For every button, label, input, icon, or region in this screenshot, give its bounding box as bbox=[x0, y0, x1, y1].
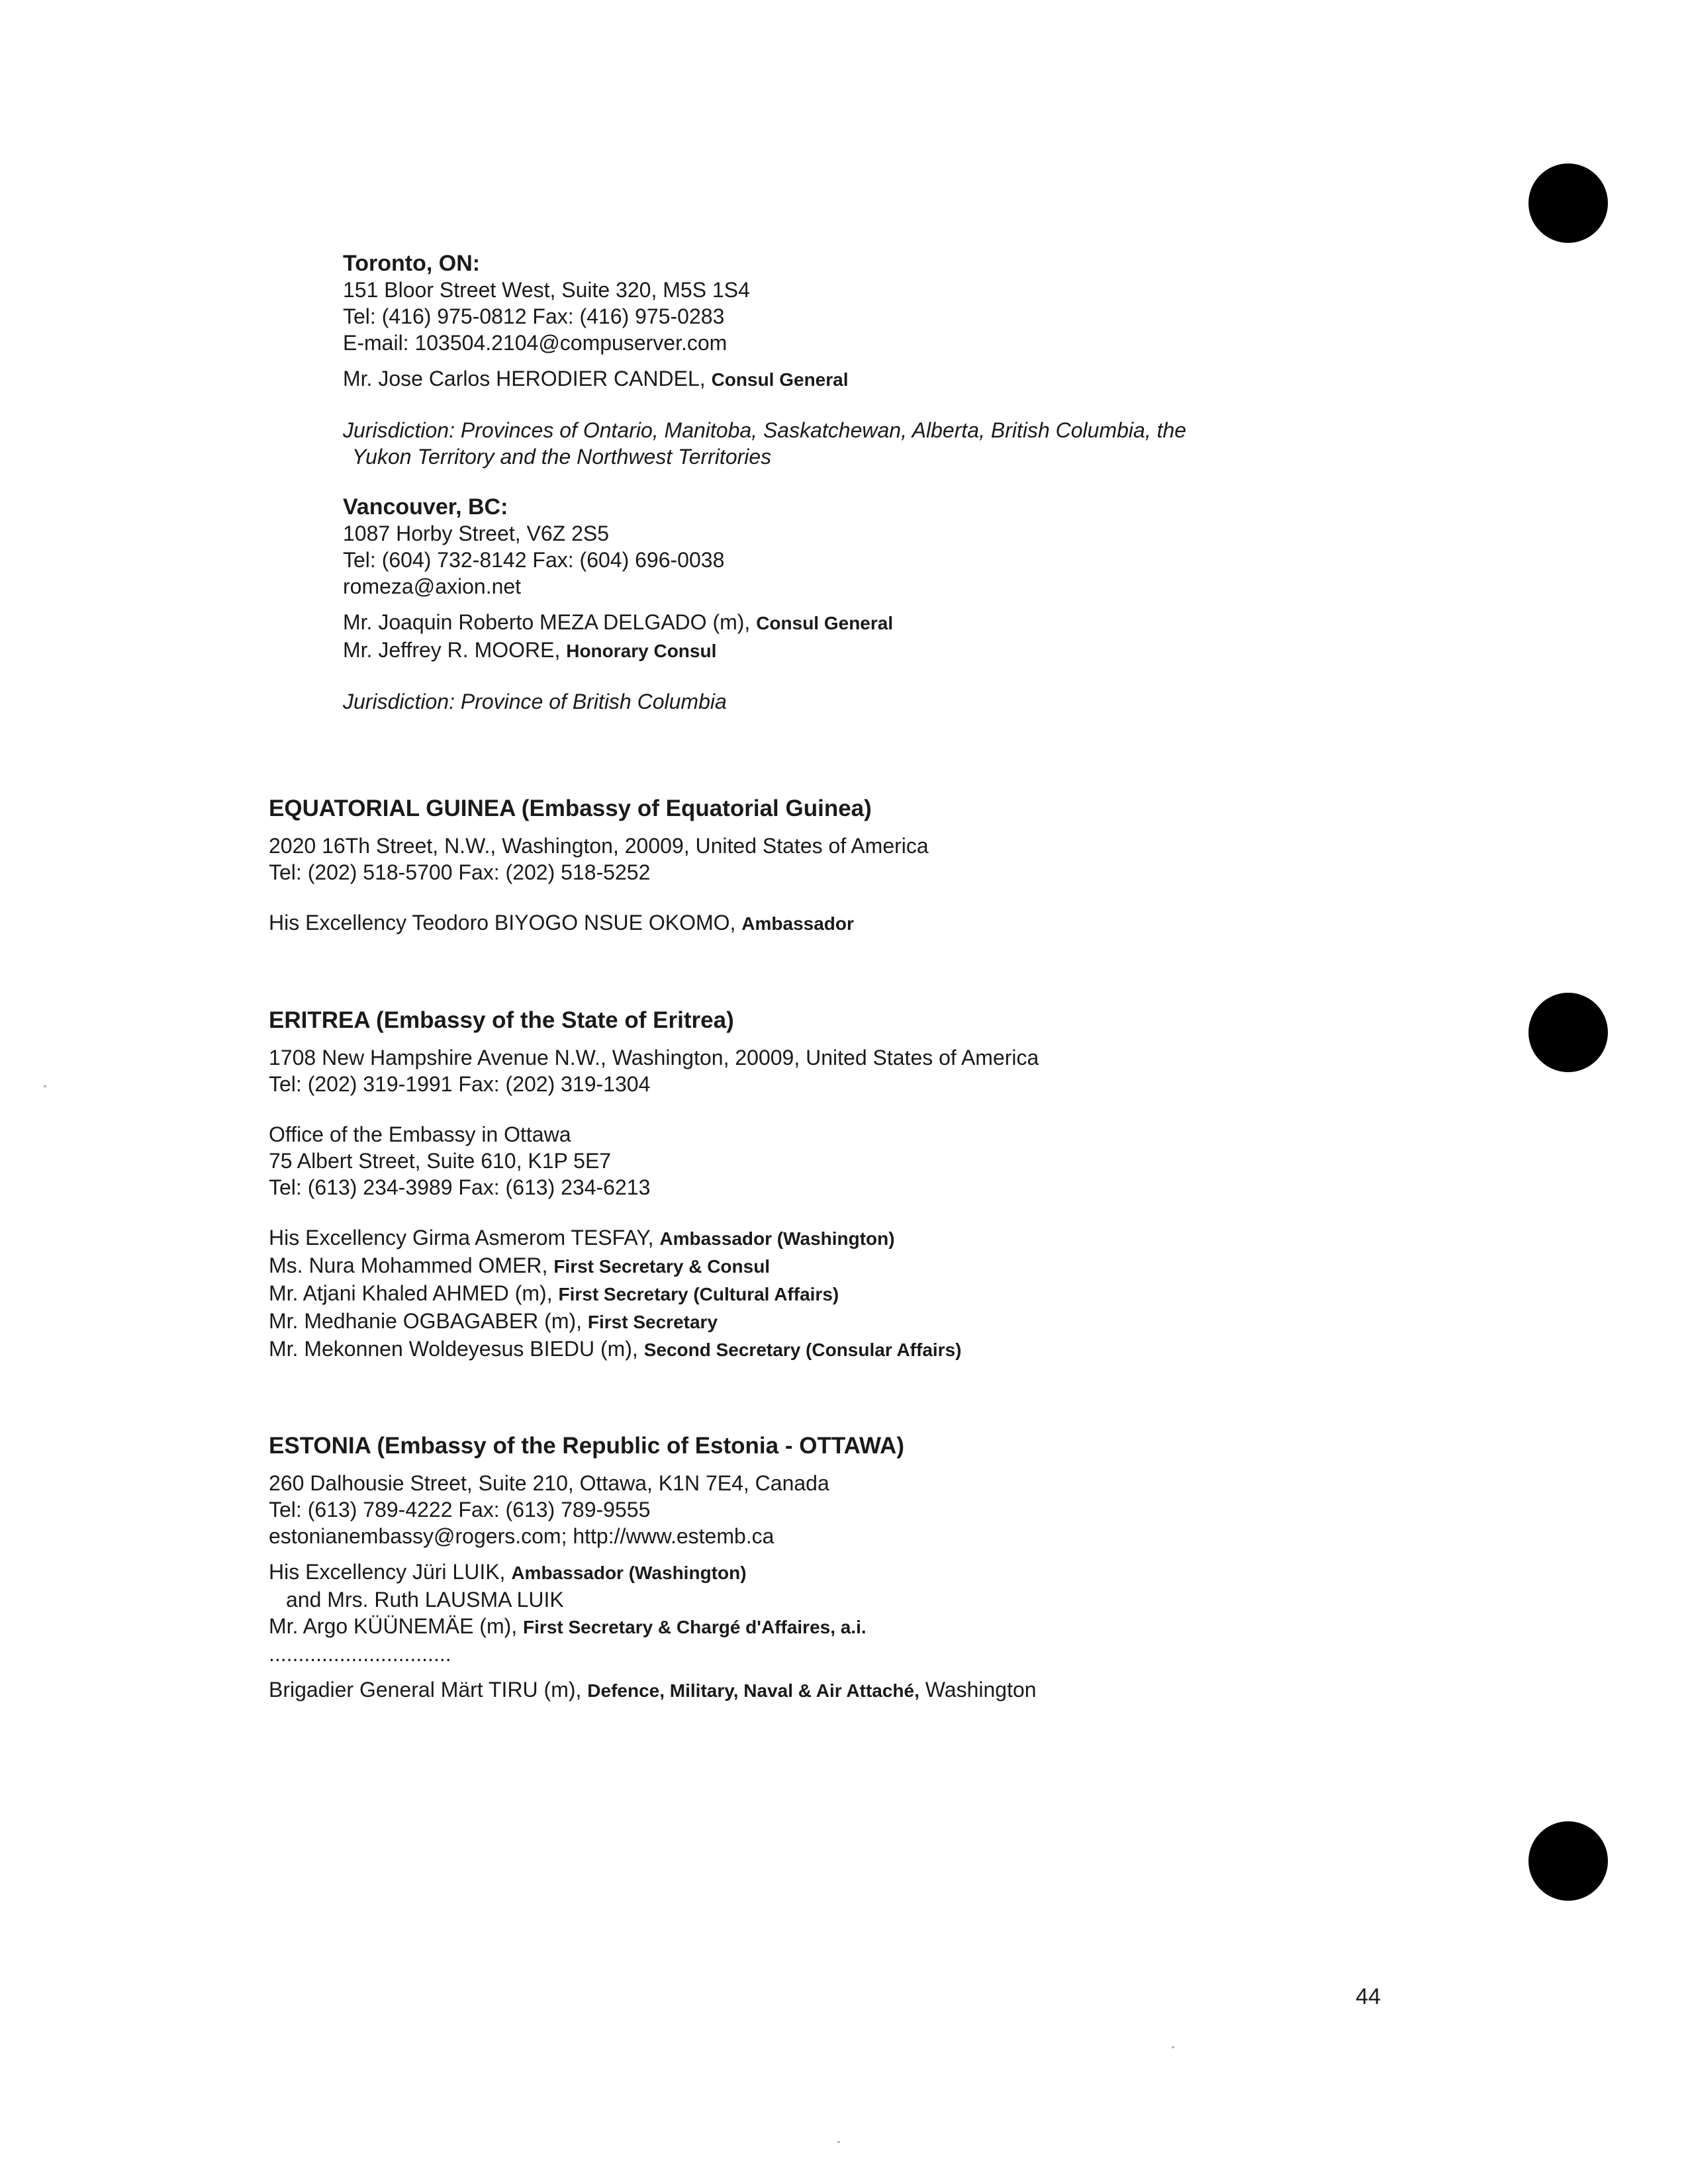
scan-speck bbox=[1172, 2046, 1174, 2048]
vancouver-person-1 bbox=[343, 609, 1186, 637]
attache-location: Washington bbox=[925, 1678, 1037, 1702]
person-name: Mr. Argo KÜÜNEMÄE (m), bbox=[269, 1614, 518, 1638]
eritrea-person-5 bbox=[269, 1336, 1039, 1363]
person-title: First Secretary bbox=[587, 1312, 718, 1332]
person-title: First Secretary & Consul bbox=[553, 1256, 771, 1277]
eritrea-office-tel: Tel: (613) 234-3989 Fax: (613) 234-6213 bbox=[269, 1175, 651, 1199]
toronto-address: 151 Bloor Street West, Suite 320, M5S 1S4 bbox=[343, 278, 750, 302]
equatorial-guinea-address: 2020 16Th Street, N.W., Washington, 20009, United States of America bbox=[269, 834, 929, 858]
person-title: Consul General bbox=[756, 613, 894, 633]
estonia-spouse: and Mrs. Ruth LAUSMA LUIK bbox=[286, 1588, 564, 1612]
binder-hole-middle bbox=[1528, 993, 1608, 1072]
toronto-tel: Tel: (416) 975-0812 Fax: (416) 975-0283 bbox=[343, 304, 725, 328]
consulates-section bbox=[343, 250, 1186, 715]
eritrea-person-1 bbox=[269, 1224, 1039, 1252]
toronto-jurisdiction-line-2: Yukon Territory and the Northwest Territories bbox=[352, 445, 772, 469]
estonia-attache bbox=[269, 1676, 1037, 1704]
person-name: Mr. Jose Carlos HERODIER CANDEL, bbox=[343, 367, 706, 390]
estonia-separator: ............................... bbox=[269, 1642, 451, 1666]
eritrea-tel: Tel: (202) 319-1991 Fax: (202) 319-1304 bbox=[269, 1072, 651, 1096]
vancouver-person-2 bbox=[343, 637, 1186, 664]
eritrea-person-4 bbox=[269, 1308, 1039, 1336]
person-name: Mr. Atjani Khaled AHMED (m), bbox=[269, 1281, 553, 1305]
eritrea-heading: ERITREA (Embassy of the State of Eritrea) bbox=[269, 1007, 734, 1033]
vancouver-address: 1087 Horby Street, V6Z 2S5 bbox=[343, 522, 609, 545]
equatorial-guinea-person-1 bbox=[269, 909, 929, 937]
person-name: Ms. Nura Mohammed OMER, bbox=[269, 1253, 548, 1277]
eritrea-person-2 bbox=[269, 1252, 1039, 1280]
estonia-ambassador bbox=[269, 1559, 1037, 1586]
toronto-person bbox=[343, 365, 1186, 393]
person-name: His Excellency Girma Asmerom TESFAY, bbox=[269, 1226, 654, 1250]
estonia-tel: Tel: (613) 789-4222 Fax: (613) 789-9555 bbox=[269, 1498, 651, 1522]
person-name: Mr. Jeffrey R. MOORE, bbox=[343, 638, 561, 662]
person-name: His Excellency Teodoro BIYOGO NSUE OKOMO, bbox=[269, 911, 736, 934]
person-name: His Excellency Jüri LUIK, bbox=[269, 1560, 506, 1584]
person-title: Ambassador (Washington) bbox=[511, 1563, 747, 1583]
equatorial-guinea-heading: EQUATORIAL GUINEA (Embassy of Equatorial Guinea) bbox=[269, 796, 872, 821]
person-name: Mr. Medhanie OGBAGABER (m), bbox=[269, 1309, 583, 1333]
person-title: First Secretary & Chargé d'Affaires, a.i. bbox=[523, 1617, 867, 1637]
eritrea-section bbox=[269, 1006, 1039, 1363]
person-title: Second Secretary (Consular Affairs) bbox=[643, 1340, 962, 1360]
vancouver-email: romeza@axion.net bbox=[343, 574, 522, 598]
estonia-heading: ESTONIA (Embassy of the Republic of Estonia - OTTAWA) bbox=[269, 1433, 904, 1459]
toronto-jurisdiction-line-1: Jurisdiction: Provinces of Ontario, Manitoba, Saskatchewan, Alberta, British Columbia, the bbox=[343, 418, 1187, 442]
scan-speck bbox=[44, 1085, 46, 1087]
person-name: Mr. Mekonnen Woldeyesus BIEDU (m), bbox=[269, 1337, 638, 1361]
estonia-section bbox=[269, 1432, 1037, 1704]
person-name: Brigadier General Märt TIRU (m), bbox=[269, 1678, 582, 1702]
vancouver-tel: Tel: (604) 732-8142 Fax: (604) 696-0038 bbox=[343, 548, 725, 572]
estonia-web: estonianembassy@rogers.com; http://www.estemb.ca bbox=[269, 1524, 774, 1548]
toronto-email: E-mail: 103504.2104@compuserver.com bbox=[343, 331, 727, 355]
person-title: Honorary Consul bbox=[566, 641, 717, 661]
page-number: 44 bbox=[1356, 1984, 1381, 2009]
person-title: Defence, Military, Naval & Air Attaché, bbox=[587, 1680, 919, 1701]
eritrea-person-3 bbox=[269, 1280, 1039, 1308]
person-title: Ambassador (Washington) bbox=[659, 1228, 895, 1249]
equatorial-guinea-section bbox=[269, 794, 929, 937]
binder-hole-top bbox=[1528, 163, 1608, 243]
person-title: Ambassador bbox=[741, 913, 854, 934]
toronto-heading: Toronto, ON: bbox=[343, 251, 481, 276]
vancouver-jurisdiction: Jurisdiction: Province of British Columbia bbox=[343, 690, 727, 713]
eritrea-office-address: 75 Albert Street, Suite 610, K1P 5E7 bbox=[269, 1149, 612, 1173]
person-title: First Secretary (Cultural Affairs) bbox=[558, 1284, 839, 1304]
scan-speck bbox=[837, 2141, 840, 2143]
vancouver-heading: Vancouver, BC: bbox=[343, 494, 508, 520]
estonia-address: 260 Dalhousie Street, Suite 210, Ottawa, K1N 7E4, Canada bbox=[269, 1471, 829, 1495]
eritrea-office-label: Office of the Embassy in Ottawa bbox=[269, 1122, 571, 1146]
estonia-charge bbox=[269, 1613, 1037, 1641]
eritrea-address: 1708 New Hampshire Avenue N.W., Washington, 20009, United States of America bbox=[269, 1046, 1039, 1069]
binder-hole-bottom bbox=[1528, 1821, 1608, 1901]
person-title: Consul General bbox=[711, 369, 849, 390]
person-name: Mr. Joaquin Roberto MEZA DELGADO (m), bbox=[343, 610, 751, 634]
equatorial-guinea-tel: Tel: (202) 518-5700 Fax: (202) 518-5252 bbox=[269, 860, 651, 884]
